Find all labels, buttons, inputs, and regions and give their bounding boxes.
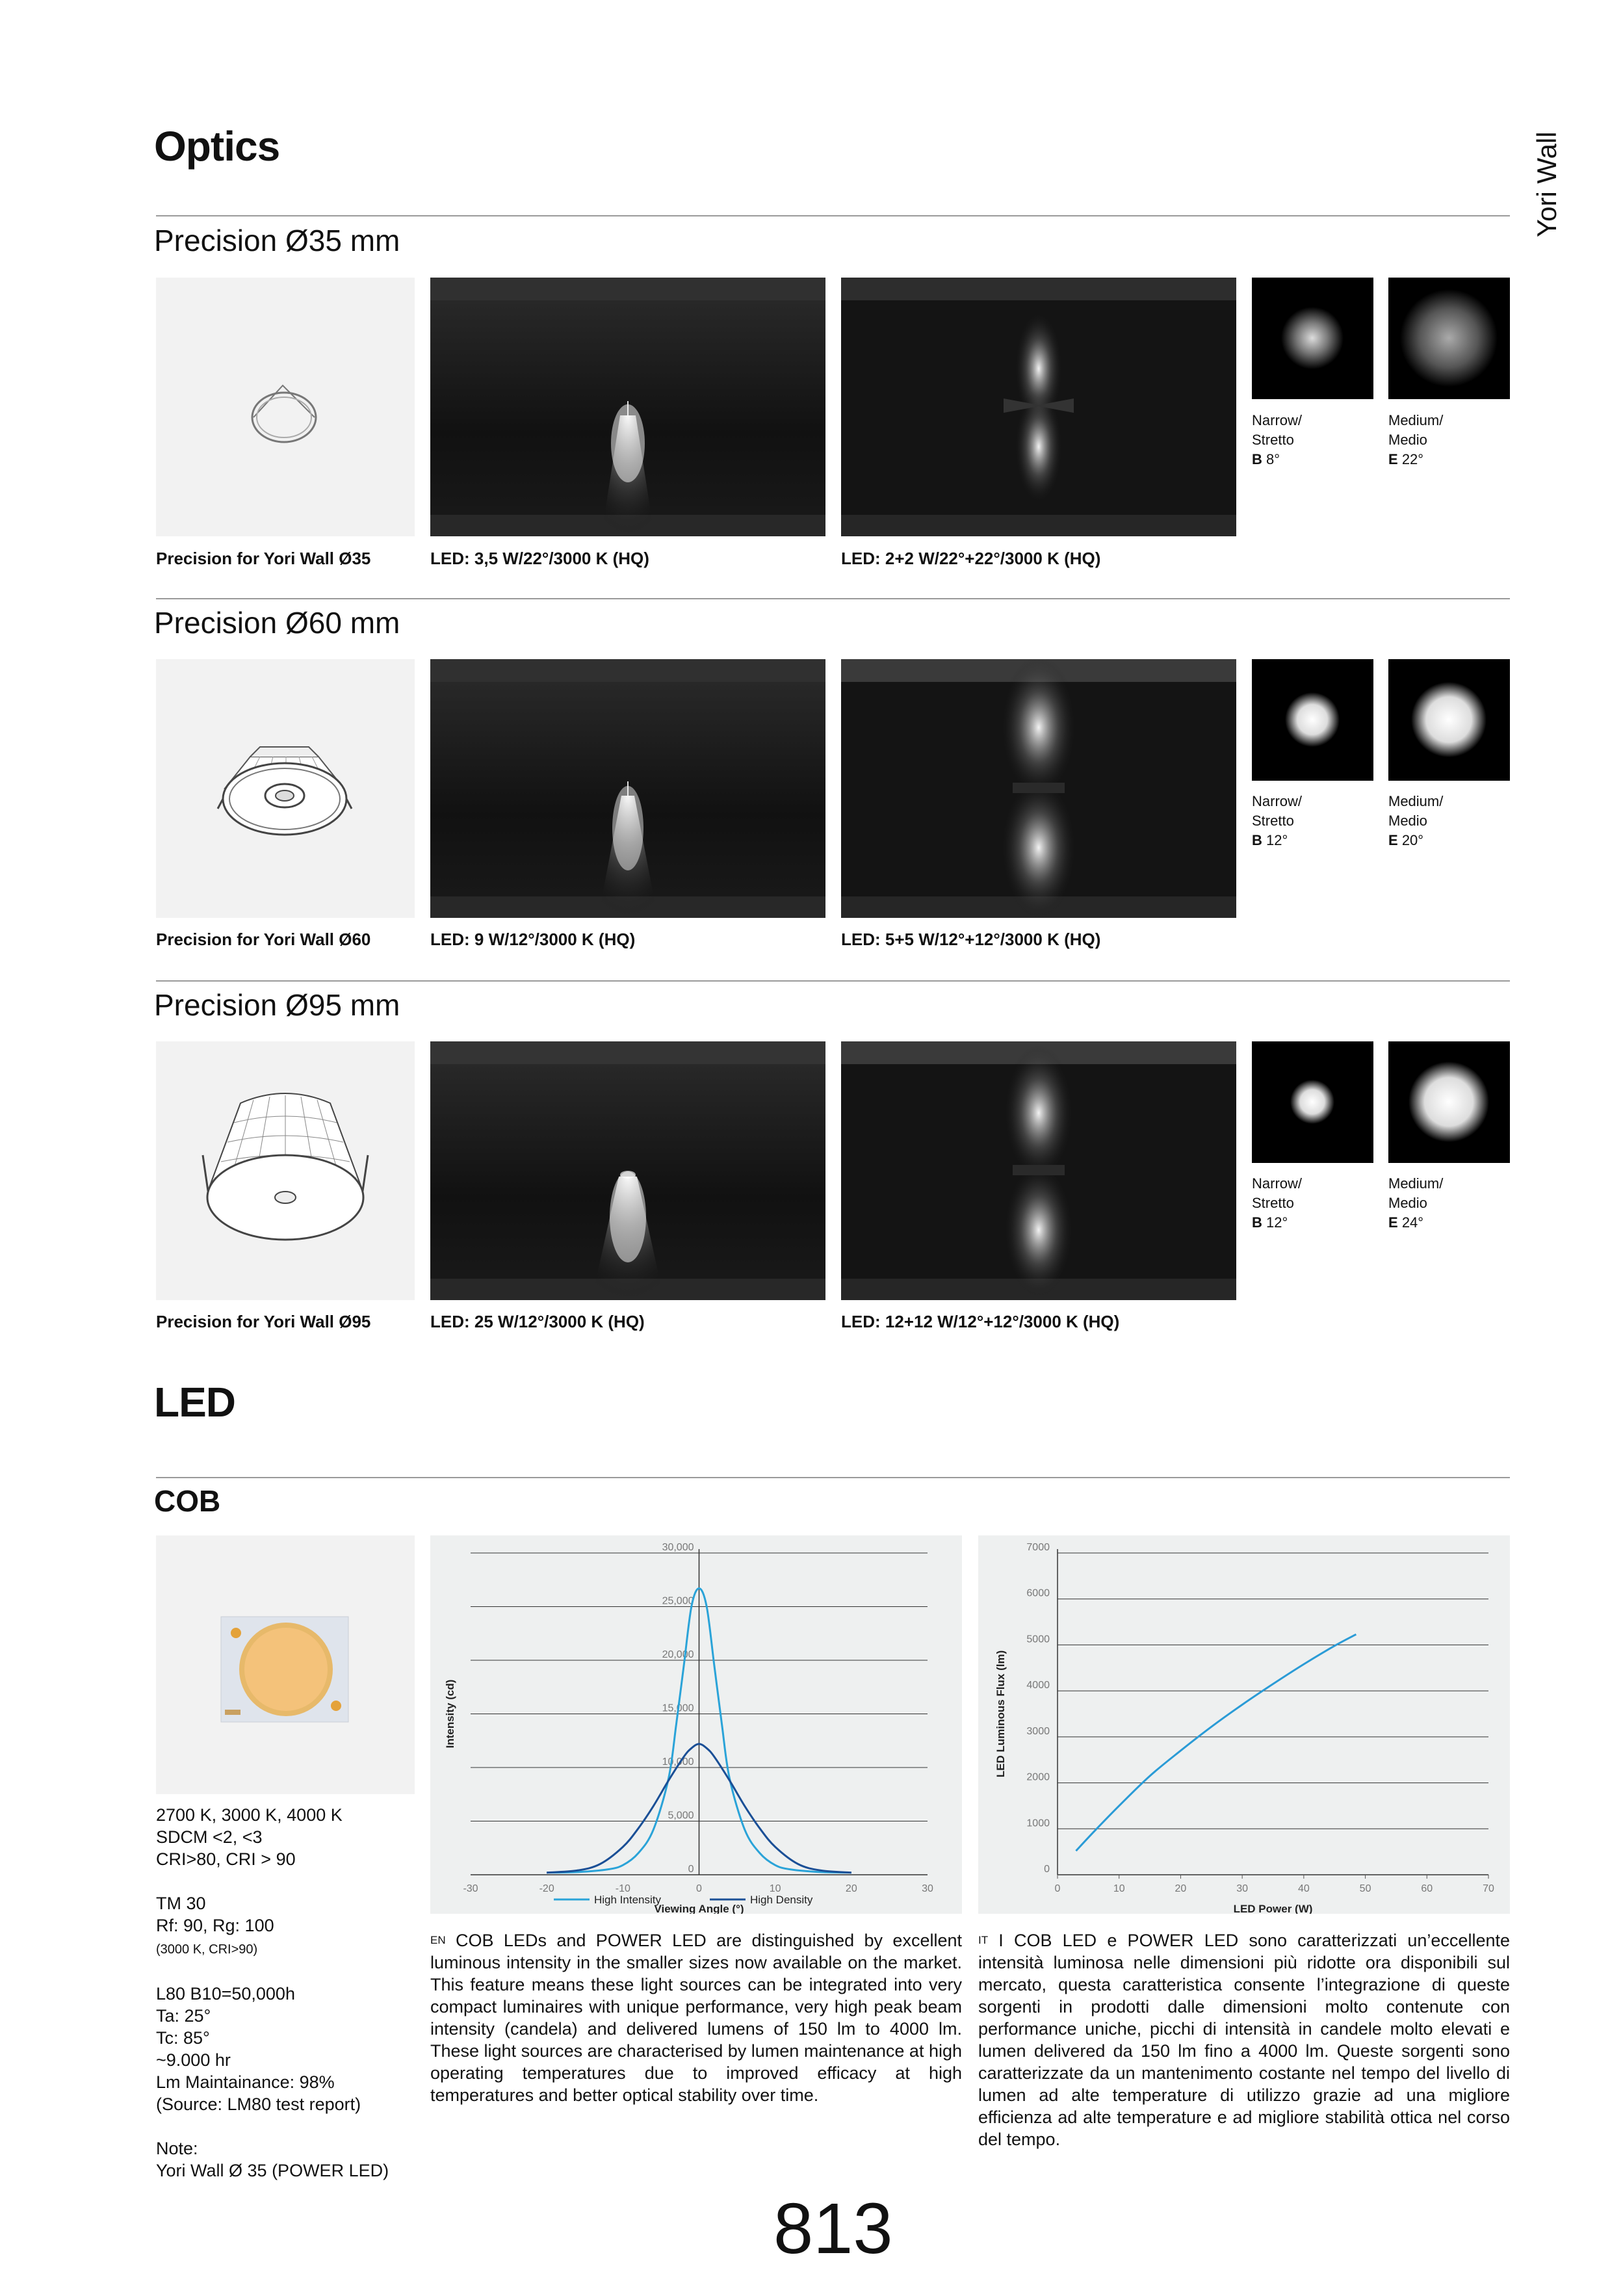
divider bbox=[156, 215, 1510, 216]
led-caption: LED: 9 W/12°/3000 K (HQ) bbox=[430, 930, 636, 949]
series-line-flux bbox=[1076, 1634, 1356, 1851]
side-label: Yori Wall bbox=[1531, 131, 1562, 237]
y-tick-label: 5000 bbox=[1026, 1634, 1050, 1645]
cob-title: COB bbox=[154, 1484, 221, 1518]
x-tick-label: 10 bbox=[769, 1883, 781, 1894]
flux-chart bbox=[978, 1535, 1510, 1914]
beam-narrow-spot bbox=[1252, 278, 1373, 399]
y-tick-label: 1000 bbox=[1026, 1818, 1050, 1829]
beam-medium-spot bbox=[1388, 278, 1510, 399]
y-tick-label: 25,000 bbox=[662, 1595, 694, 1607]
y-tick-label: 7000 bbox=[1026, 1542, 1050, 1553]
x-tick-label: 30 bbox=[922, 1883, 933, 1894]
legend-label-high-density: High Density bbox=[750, 1894, 813, 1906]
beam-medium-spot bbox=[1388, 1041, 1510, 1163]
beam-narrow-spot bbox=[1252, 1041, 1373, 1163]
y-axis-label: Intensity (cd) bbox=[444, 1679, 456, 1749]
led-caption: LED: 25 W/12°/3000 K (HQ) bbox=[430, 1312, 645, 1331]
product-photo bbox=[156, 659, 415, 918]
cob-led-photo bbox=[156, 1535, 415, 1794]
divider bbox=[156, 598, 1510, 599]
beam-medium-spot bbox=[1388, 659, 1510, 781]
light-effect-double bbox=[841, 1041, 1236, 1300]
y-tick-label: 4000 bbox=[1026, 1680, 1050, 1691]
legend-label-high-intensity: High Intensity bbox=[594, 1894, 661, 1906]
beam-narrow-label: Narrow/ Stretto B 12° bbox=[1252, 793, 1303, 848]
beam-narrow-label: Narrow/ Stretto B 8° bbox=[1252, 412, 1303, 467]
y-tick-label: 2000 bbox=[1026, 1771, 1050, 1783]
x-tick-label: 40 bbox=[1297, 1883, 1310, 1894]
divider bbox=[156, 1477, 1510, 1478]
text-it: $^{IT}$ I COB LED e POWER LED sono caratterizzati un’eccellente intensità luminosa nelle dimensioni più ridotte ora disponibili sul mercato, questa caratteristica consente l’integrazione di queste sorgenti in prodotti dalle dimensioni molto contenute con performance uniche, picchi di intensità in candele molto elevati e lumen delivered da 150 lm fino a 4000 lm. Queste sorgenti sono caratterizzate da un mantenimento costante nel tempo del livello di lumen ad alte temperature di utilizzo grazie ad una migliore efficienza ad alte temperature e ad migliore stabilità ottica nel corso del tempo. bbox=[978, 1931, 1510, 2149]
y-tick-label: 5,000 bbox=[668, 1810, 694, 1821]
y-tick-label: 0 bbox=[688, 1864, 694, 1875]
beam-narrow-spot bbox=[1252, 659, 1373, 781]
optic-reflector-icon bbox=[156, 659, 415, 918]
text-en: $^{EN}$ COB LEDs and POWER LED are distinguished by excellent luminous intensity in the smaller sizes now available on the market. This feature means these light sources can be integrated into very compact luminaires with unique performance, very high peak beam intensity (candela) and delivered lumens of 150 lm to 4000 lm. These light sources are characterised by lumen maintenance at high operating temperatures due to improved efficacy at high temperatures and better optical stability over time. bbox=[430, 1931, 962, 2105]
led-caption: LED: 2+2 W/22°+22°/3000 K (HQ) bbox=[841, 549, 1101, 568]
section-title: Precision Ø95 mm bbox=[154, 988, 400, 1022]
product-photo bbox=[156, 278, 415, 536]
section-title: Precision Ø35 mm bbox=[154, 224, 400, 257]
page-number: 813 bbox=[773, 2189, 893, 2269]
product-caption: Precision for Yori Wall Ø60 bbox=[156, 930, 371, 949]
x-tick-label: -20 bbox=[539, 1883, 554, 1894]
x-tick-label: 20 bbox=[845, 1883, 857, 1894]
light-effect-single bbox=[430, 659, 825, 918]
led-caption: LED: 5+5 W/12°+12°/3000 K (HQ) bbox=[841, 930, 1101, 949]
x-tick-label: 20 bbox=[1175, 1883, 1187, 1894]
x-axis-label: LED Power (W) bbox=[1233, 1903, 1313, 1914]
x-tick-label: 30 bbox=[1236, 1883, 1249, 1894]
y-tick-label: 6000 bbox=[1026, 1587, 1050, 1599]
optics-title: Optics bbox=[154, 123, 280, 170]
led-specs: 2700 K, 3000 K, 4000 K SDCM <2, <3 CRI>80, CRI > 90 TM 30 Rf: 90, Rg: 100 (3000 K, CRI>90) L80 B10=50,000h Ta: 25° Tc: 85° ~9.000 hr Lm Maintainance: 98% (Source: LM80 test report) Note: Yori Wall Ø 35 (POWER LED) bbox=[156, 1805, 389, 2180]
y-tick-label: 30,000 bbox=[662, 1542, 694, 1553]
beam-medium-label: Medium/ Medio E 24° bbox=[1388, 1175, 1444, 1231]
y-tick-label: 20,000 bbox=[662, 1649, 694, 1660]
y-tick-label: 15,000 bbox=[662, 1702, 694, 1714]
product-caption: Precision for Yori Wall Ø95 bbox=[156, 1312, 371, 1331]
x-tick-label: 10 bbox=[1113, 1883, 1125, 1894]
divider bbox=[156, 980, 1510, 982]
y-tick-label: 10,000 bbox=[662, 1756, 694, 1768]
light-effect-double bbox=[841, 659, 1236, 918]
light-effect-single bbox=[430, 278, 825, 536]
optic-cone-icon bbox=[156, 1041, 415, 1300]
y-tick-label: 0 bbox=[1044, 1864, 1050, 1875]
y-tick-label: 3000 bbox=[1026, 1725, 1050, 1737]
optic-ring-icon bbox=[156, 278, 415, 536]
x-tick-label: 50 bbox=[1359, 1883, 1371, 1894]
beam-medium-label: Medium/ Medio E 22° bbox=[1388, 412, 1444, 467]
x-tick-label: 0 bbox=[1054, 1883, 1061, 1894]
product-caption: Precision for Yori Wall Ø35 bbox=[156, 549, 371, 568]
led-caption: LED: 12+12 W/12°+12°/3000 K (HQ) bbox=[841, 1312, 1120, 1331]
x-tick-label: 70 bbox=[1483, 1883, 1494, 1894]
section-title: Precision Ø60 mm bbox=[154, 606, 400, 640]
intensity-chart bbox=[430, 1535, 962, 1914]
x-tick-label: -10 bbox=[615, 1883, 630, 1894]
beam-narrow-label: Narrow/ Stretto B 12° bbox=[1252, 1175, 1303, 1231]
x-tick-label: 0 bbox=[696, 1883, 702, 1894]
x-tick-label: 60 bbox=[1421, 1883, 1433, 1894]
led-caption: LED: 3,5 W/22°/3000 K (HQ) bbox=[430, 549, 649, 568]
y-axis-label: LED Luminous Flux (lm) bbox=[994, 1650, 1007, 1778]
x-axis-label: Viewing Angle (°) bbox=[654, 1903, 744, 1914]
led-title: LED bbox=[154, 1379, 235, 1426]
light-effect-double bbox=[841, 278, 1236, 536]
cob-chip-icon bbox=[156, 1535, 415, 1794]
product-photo bbox=[156, 1041, 415, 1300]
light-effect-single bbox=[430, 1041, 825, 1300]
beam-medium-label: Medium/ Medio E 20° bbox=[1388, 793, 1444, 848]
x-tick-label: -30 bbox=[463, 1883, 478, 1894]
